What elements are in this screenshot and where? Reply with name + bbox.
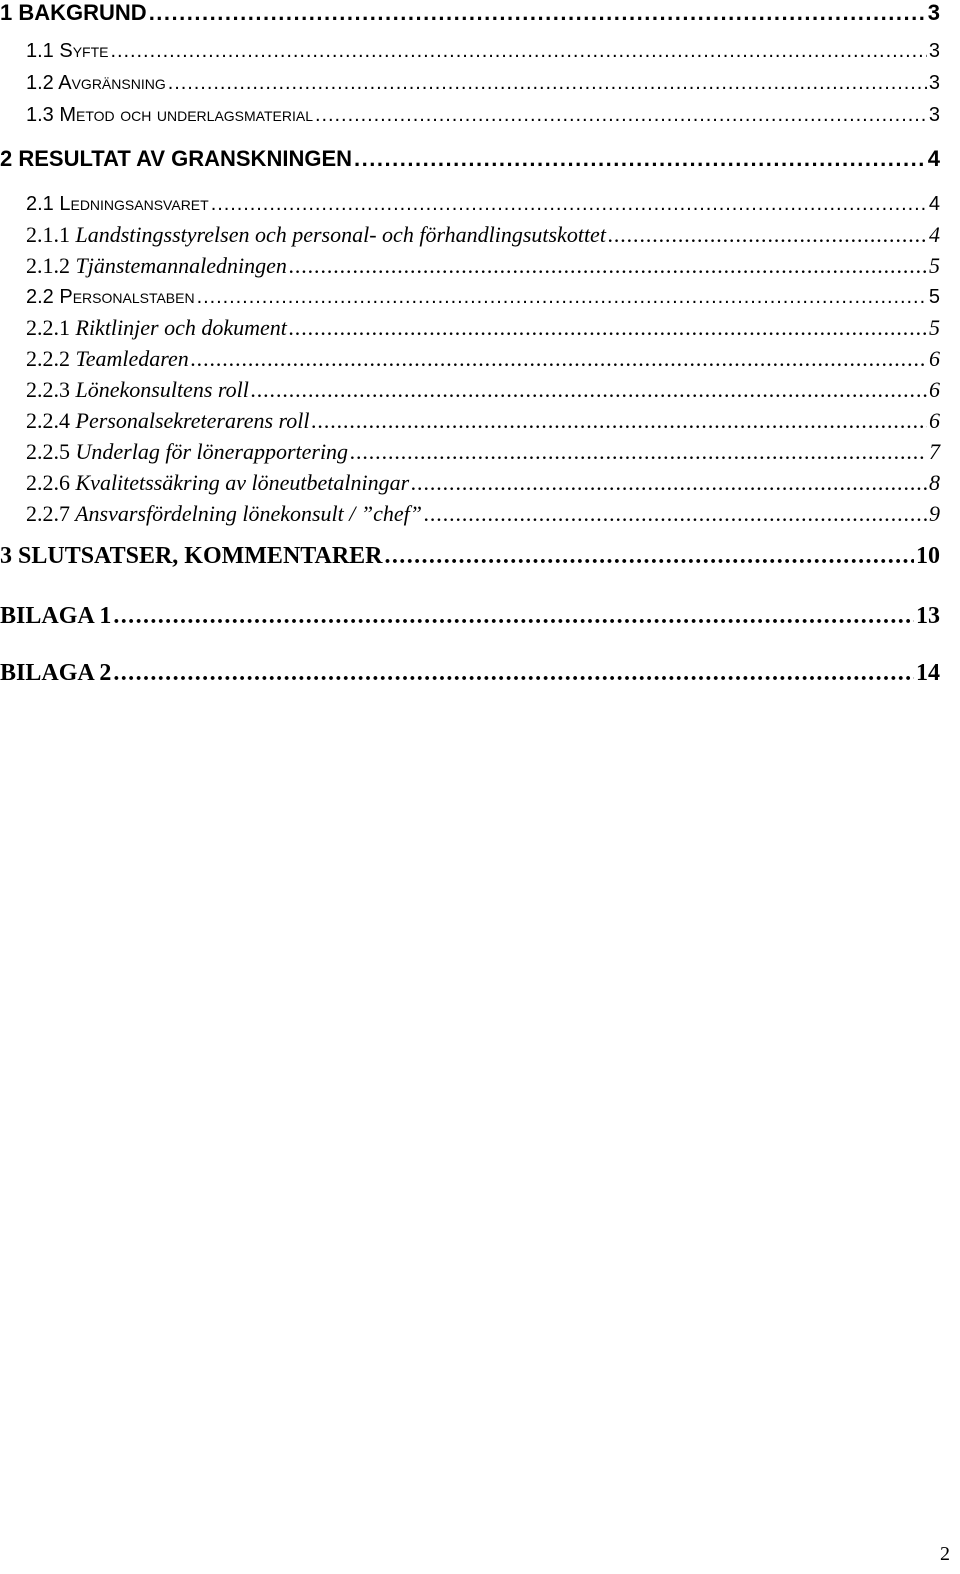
toc-entry-number: 2.2.3 xyxy=(26,377,70,402)
toc-entry[interactable] xyxy=(26,439,940,465)
toc-leader xyxy=(113,603,914,630)
toc-entry-page: 3 xyxy=(928,72,940,94)
toc-entry-number: 2.1.1 xyxy=(26,222,70,247)
toc-entry[interactable] xyxy=(26,72,940,95)
toc-entry[interactable] xyxy=(26,315,940,341)
toc-entry-page: 6 xyxy=(929,346,940,371)
toc-entry-number: 2.2.4 xyxy=(26,408,70,433)
toc-entry[interactable] xyxy=(26,346,940,372)
toc-entry-page: 5 xyxy=(929,253,940,278)
toc-leader xyxy=(149,0,926,26)
toc-entry-text: Tjänstemannaledningen xyxy=(75,253,287,278)
toc-entry-title: 1.3 Metod och underlagsmaterial xyxy=(26,104,313,126)
toc-leader xyxy=(411,470,927,496)
toc-entry-page: 6 xyxy=(929,408,940,433)
toc-entry[interactable] xyxy=(26,193,940,216)
toc-leader xyxy=(113,660,914,687)
toc-entry-number: 2.1.2 xyxy=(26,253,70,278)
toc-entry-text: Lönekonsultens roll xyxy=(75,377,249,402)
toc-leader xyxy=(424,501,927,527)
toc-leader xyxy=(168,72,927,95)
toc-leader xyxy=(315,104,927,127)
toc-entry-page: 4 xyxy=(928,193,940,215)
toc-leader xyxy=(312,408,927,434)
toc-entry-title xyxy=(26,377,249,403)
toc-entry-title: 1.1 Syfte xyxy=(26,40,109,62)
toc-entry-text: Teamledaren xyxy=(75,346,189,371)
toc-entry[interactable] xyxy=(26,286,940,309)
toc-entry-page: 7 xyxy=(929,439,940,464)
toc-leader xyxy=(354,146,926,172)
toc-entry-page: 3 xyxy=(927,0,940,25)
toc-entry-page: 9 xyxy=(929,501,940,526)
toc-entry-title: BILAGA 2 xyxy=(0,660,112,686)
toc-entry-title xyxy=(26,346,189,372)
toc-entry[interactable] xyxy=(26,377,940,403)
toc-entry-title: 3 SLUTSATSER, KOMMENTARER xyxy=(0,543,383,569)
toc-entry-page: 5 xyxy=(929,315,940,340)
toc-entry-number: 2.2.5 xyxy=(26,439,70,464)
toc-entry-page: 6 xyxy=(929,377,940,402)
toc-entry-title xyxy=(26,253,287,279)
toc-entry-number: 2.2.6 xyxy=(26,470,70,495)
toc-entry-page: 5 xyxy=(928,286,940,308)
toc-entry-title xyxy=(26,222,606,248)
toc-entry-text: Personalsekreterarens roll xyxy=(75,408,310,433)
toc-entry[interactable] xyxy=(0,543,940,570)
toc-entry-page: 10 xyxy=(916,543,940,569)
toc-entry[interactable] xyxy=(26,408,940,434)
toc-entry-title: 2 RESULTAT AV GRANSKNINGEN xyxy=(0,146,353,171)
toc-entry-page: 3 xyxy=(928,104,940,126)
toc-leader xyxy=(251,377,927,403)
toc-entry-page: 3 xyxy=(928,40,940,62)
toc-entry[interactable] xyxy=(26,222,940,248)
toc-leader xyxy=(385,543,915,570)
toc-entry[interactable] xyxy=(0,146,940,172)
toc-entry-title: 1.2 Avgränsning xyxy=(26,72,166,94)
toc-leader xyxy=(350,439,927,465)
toc-entry[interactable] xyxy=(0,603,940,630)
toc-leader xyxy=(211,193,927,216)
toc-entry-number: 2.2.7 xyxy=(26,501,70,526)
toc-leader xyxy=(197,286,927,309)
toc-entry-title xyxy=(26,315,287,341)
toc-entry-text: Kvalitetssäkring av löneutbetalningar xyxy=(75,470,410,495)
toc-entry-title xyxy=(26,408,310,434)
toc-entry-page: 4 xyxy=(929,222,940,247)
toc-entry[interactable] xyxy=(0,0,940,26)
toc-entry[interactable] xyxy=(26,501,940,527)
toc-entry-text: Landstingsstyrelsen och personal- och förhandlingsutskottet xyxy=(75,222,606,247)
toc-leader xyxy=(110,40,926,63)
toc-entry-title: 2.2 Personalstaben xyxy=(26,286,195,308)
toc-entry-title: BILAGA 1 xyxy=(0,603,112,629)
toc-leader xyxy=(608,222,927,248)
toc-entry[interactable] xyxy=(26,470,940,496)
toc-entry-text: Underlag för lönerapportering xyxy=(75,439,349,464)
toc-entry[interactable] xyxy=(26,104,940,127)
toc-entry-number: 2.2.2 xyxy=(26,346,70,371)
toc-entry-page: 8 xyxy=(929,470,940,495)
toc-entry[interactable] xyxy=(26,40,940,63)
toc-entry-page: 4 xyxy=(927,146,940,171)
toc-entry-title xyxy=(26,439,348,465)
toc-leader xyxy=(289,253,927,279)
toc-entry[interactable] xyxy=(0,660,940,687)
toc-entry-title xyxy=(26,501,422,527)
toc-entry-page: 13 xyxy=(916,603,940,629)
page-number: 2 xyxy=(940,1543,950,1565)
toc-entry-text: Ansvarsfördelning lönekonsult / ”chef” xyxy=(75,501,422,526)
toc-entry-title xyxy=(26,470,409,496)
toc-leader xyxy=(289,315,927,341)
toc-entry-title: 1 BAKGRUND xyxy=(0,0,147,25)
toc-entry-page: 14 xyxy=(916,660,940,686)
toc-entry[interactable] xyxy=(26,253,940,279)
toc-entry-number: 2.2.1 xyxy=(26,315,70,340)
toc-entry-title: 2.1 Ledningsansvaret xyxy=(26,193,209,215)
toc-leader xyxy=(191,346,927,372)
toc-entry-text: Riktlinjer och dokument xyxy=(75,315,287,340)
